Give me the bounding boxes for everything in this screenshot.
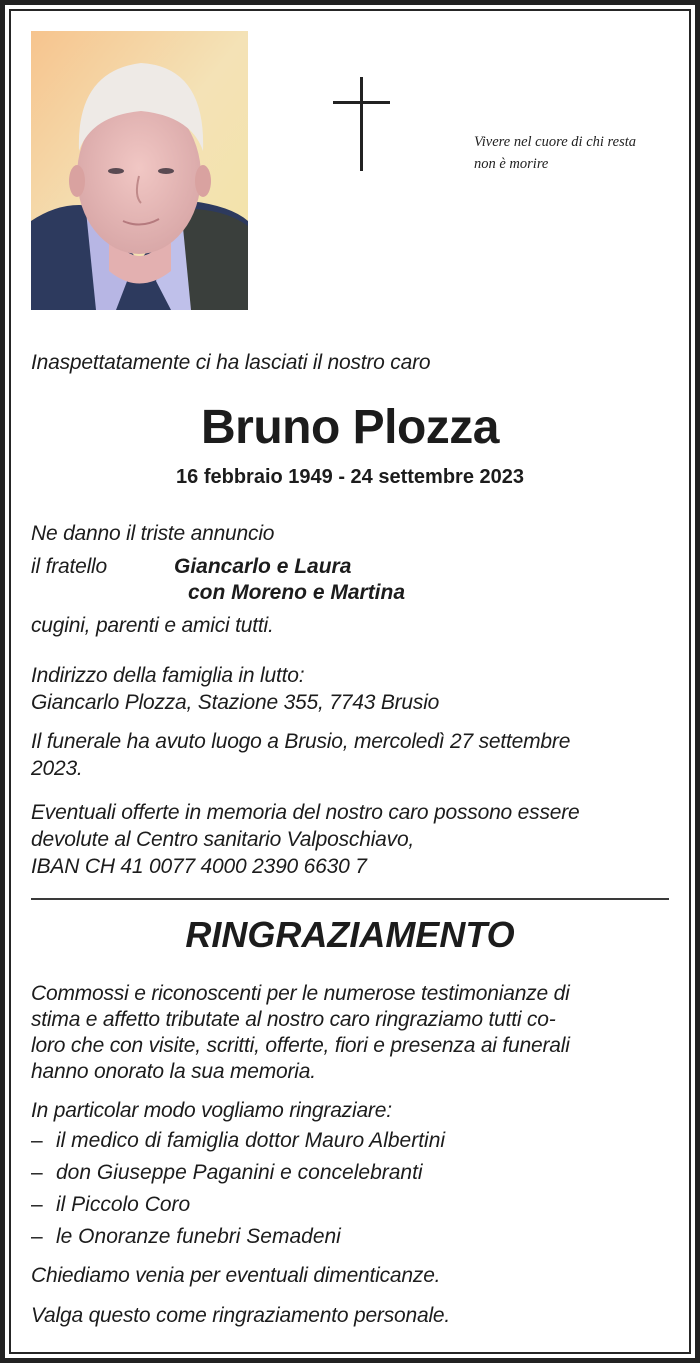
apology-text: Chiediamo venia per eventuali dimenticanze.: [31, 1264, 441, 1287]
portrait-illustration: [31, 31, 248, 310]
dash-bullet: –: [31, 1225, 43, 1248]
dash-bullet: –: [31, 1129, 43, 1152]
closing-text: Valga questo come ringraziamento personale.: [31, 1304, 451, 1327]
dash-bullet: –: [31, 1161, 43, 1184]
thanks-body-line-4: hanno onorato la sua memoria.: [31, 1060, 316, 1083]
deceased-name: Bruno Plozza: [200, 401, 499, 454]
list-item-text: il Piccolo Coro: [56, 1193, 191, 1216]
address-label: Indirizzo della famiglia in lutto:: [31, 664, 305, 687]
list-item: [31, 1191, 190, 1218]
thanks-body-line-3: loro che con visite, scritti, offerte, fiori e presenza ai funerali: [31, 1034, 570, 1057]
section-divider: [31, 898, 669, 900]
intro-text: Inaspettatamente ci ha lasciati il nostro caro: [31, 351, 431, 374]
particular-thanks-intro: In particolar modo vogliamo ringraziare:: [31, 1099, 392, 1122]
list-item: [31, 1223, 341, 1250]
thanks-title: RINGRAZIAMENTO: [185, 914, 515, 955]
quote-line-1: Vivere nel cuore di chi resta: [474, 134, 636, 150]
latin-cross-icon: [333, 77, 390, 171]
memorial-quote: [474, 131, 684, 175]
relatives-text: cugini, parenti e amici tutti.: [31, 614, 274, 637]
life-dates: 16 febbraio 1949 - 24 settembre 2023: [176, 466, 524, 488]
list-item-text: don Giuseppe Paganini e concelebranti: [56, 1161, 423, 1184]
thanks-body-line-2: stima e affetto tributate al nostro caro ringraziamo tutti co-: [31, 1008, 556, 1031]
list-item-text: il medico di famiglia dottor Mauro Albertini: [56, 1129, 446, 1152]
offerings-line-1: Eventuali offerte in memoria del nostro caro possono essere: [31, 801, 580, 824]
fratello-names-line-2: con Moreno e Martina: [188, 581, 406, 604]
list-item-text: le Onoranze funebri Semadeni: [56, 1225, 341, 1248]
portrait-photo: [31, 31, 248, 310]
list-item: [31, 1127, 445, 1154]
list-item: [31, 1159, 423, 1186]
family-address: Giancarlo Plozza, Stazione 355, 7743 Brusio: [31, 691, 440, 714]
offerings-line-2: devolute al Centro sanitario Valposchiavo,: [31, 828, 415, 851]
thanks-body-line-1: Commossi e riconoscenti per le numerose testimonianze di: [31, 982, 570, 1005]
fratello-names-line-1: Giancarlo e Laura: [174, 555, 352, 578]
quote-line-2: non è morire: [474, 156, 549, 172]
funeral-info-line-1: Il funerale ha avuto luogo a Brusio, mercoledì 27 settembre: [31, 730, 571, 753]
dash-bullet: –: [31, 1193, 43, 1216]
funeral-info-line-2: 2023.: [31, 757, 83, 780]
iban-text: IBAN CH 41 0077 4000 2390 6630 7: [31, 855, 367, 878]
fratello-label: il fratello: [31, 555, 107, 578]
announcement-text: Ne danno il triste annuncio: [31, 522, 275, 545]
